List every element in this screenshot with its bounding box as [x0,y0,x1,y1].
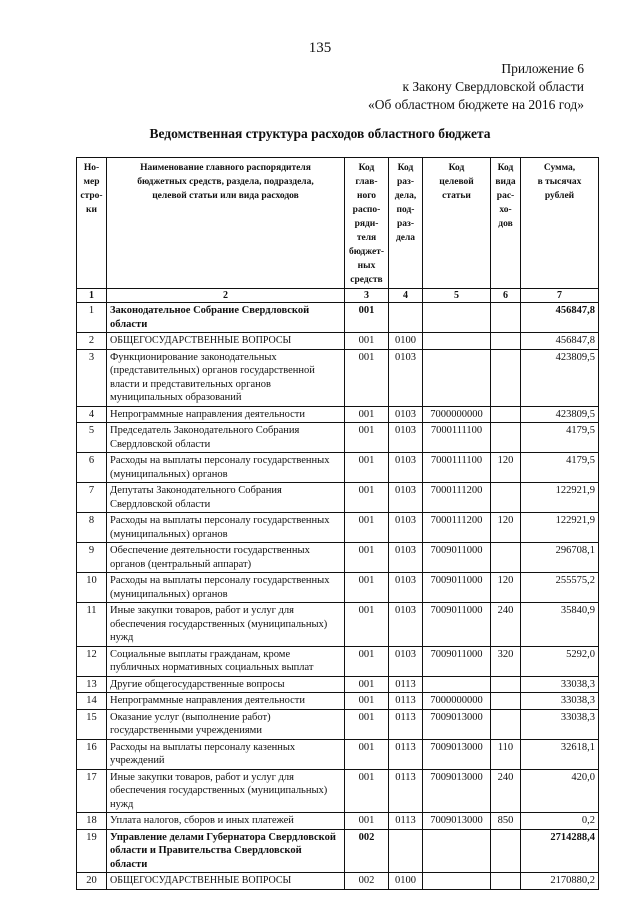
row-target-code [423,303,491,333]
table-header-row [77,158,599,289]
appendix-header [368,60,584,114]
row-name: Законодательное Собрание Свердловской области [107,303,345,333]
table-row [77,739,599,769]
table-row [77,709,599,739]
row-name: Иные закупки товаров, работ и услуг для обеспечения государственных (муниципальных) нужд [107,769,345,813]
row-sum: 420,0 [521,769,599,813]
header-section-code: Код раз- дела, под- раз- дела [389,158,423,289]
row-section-code: 0100 [389,873,423,890]
row-expense-type-code: 120 [491,453,521,483]
row-target-code [423,333,491,350]
row-expense-type-code [491,406,521,423]
row-number: 15 [77,709,107,739]
row-admin-code: 001 [345,709,389,739]
row-target-code: 7009011000 [423,646,491,676]
row-admin-code: 001 [345,693,389,710]
row-name: Расходы на выплаты персоналу казенных учреждений [107,739,345,769]
table-row [77,483,599,513]
row-target-code: 7009013000 [423,769,491,813]
row-section-code [389,303,423,333]
row-section-code: 0103 [389,483,423,513]
row-section-code: 0103 [389,603,423,647]
row-name: Расходы на выплаты персоналу государственных (муниципальных) органов [107,573,345,603]
row-name: Иные закупки товаров, работ и услуг для обеспечения государственных (муниципальных) нужд [107,603,345,647]
row-sum: 456847,8 [521,333,599,350]
table-row [77,453,599,483]
row-section-code: 0103 [389,543,423,573]
header-expense-type-code: Код вида рас- хо- дов [491,158,521,289]
table-row [77,573,599,603]
row-target-code: 7000111200 [423,513,491,543]
row-admin-code: 001 [345,333,389,350]
table-body [77,303,599,890]
column-number: 6 [491,289,521,303]
row-name: ОБЩЕГОСУДАРСТВЕННЫЕ ВОПРОСЫ [107,873,345,890]
row-admin-code: 001 [345,543,389,573]
column-number: 5 [423,289,491,303]
row-section-code: 0103 [389,423,423,453]
row-number: 2 [77,333,107,350]
header-admin-code: Код глав- ного распо- ряди- теля бюджет- ных средств [345,158,389,289]
row-target-code: 7000000000 [423,693,491,710]
table-row [77,513,599,543]
row-target-code: 7009013000 [423,709,491,739]
row-target-code: 7009013000 [423,813,491,830]
row-target-code: 7000000000 [423,406,491,423]
row-sum: 2170880,2 [521,873,599,890]
table-row [77,349,599,406]
row-number: 10 [77,573,107,603]
row-number: 4 [77,406,107,423]
appendix-line: «Об областном бюджете на 2016 год» [368,97,584,112]
row-target-code [423,829,491,873]
table-row [77,543,599,573]
row-section-code: 0113 [389,739,423,769]
row-name: Непрограммные направления деятельности [107,406,345,423]
table-row [77,423,599,453]
row-name: Оказание услуг (выполнение работ) государственными учреждениями [107,709,345,739]
table-row [77,603,599,647]
row-target-code: 7009011000 [423,603,491,647]
header-name: Наименование главного распорядителя бюджетных средств, раздела, подраздела, целевой статьи или вида расходов [107,158,345,289]
row-section-code: 0113 [389,709,423,739]
row-number: 17 [77,769,107,813]
row-admin-code: 001 [345,513,389,543]
row-admin-code: 001 [345,303,389,333]
table-row [77,406,599,423]
row-expense-type-code: 120 [491,513,521,543]
document-title: Ведомственная структура расходов областного бюджета [149,126,491,141]
row-name: Функционирование законодательных (представительных) органов государственной власти и представительных органов муниципальных образований [107,349,345,406]
row-section-code: 0113 [389,769,423,813]
row-sum: 4179,5 [521,423,599,453]
row-target-code: 7000111100 [423,453,491,483]
header-sum: Сумма, в тысячах рублей [521,158,599,289]
row-expense-type-code [491,543,521,573]
row-number: 11 [77,603,107,647]
row-sum: 456847,8 [521,303,599,333]
row-admin-code: 001 [345,813,389,830]
row-target-code [423,873,491,890]
row-section-code [389,829,423,873]
column-number-row [77,289,599,303]
row-admin-code: 001 [345,453,389,483]
row-section-code: 0103 [389,406,423,423]
table-row [77,303,599,333]
row-name: Расходы на выплаты персоналу государственных (муниципальных) органов [107,513,345,543]
row-number: 12 [77,646,107,676]
row-sum: 33038,3 [521,693,599,710]
table-row [77,829,599,873]
row-number: 3 [77,349,107,406]
header-target-code: Код целевой статьи [423,158,491,289]
row-admin-code: 001 [345,603,389,647]
column-number: 3 [345,289,389,303]
row-admin-code: 001 [345,646,389,676]
row-expense-type-code: 120 [491,573,521,603]
row-sum: 255575,2 [521,573,599,603]
row-number: 14 [77,693,107,710]
row-section-code: 0113 [389,813,423,830]
row-number: 16 [77,739,107,769]
row-sum: 122921,9 [521,483,599,513]
row-sum: 122921,9 [521,513,599,543]
column-number: 7 [521,289,599,303]
row-section-code: 0103 [389,573,423,603]
row-sum: 5292,0 [521,646,599,676]
row-expense-type-code: 110 [491,739,521,769]
row-name: Непрограммные направления деятельности [107,693,345,710]
row-expense-type-code [491,873,521,890]
table-row [77,646,599,676]
row-number: 8 [77,513,107,543]
row-section-code: 0113 [389,693,423,710]
row-expense-type-code [491,709,521,739]
row-admin-code: 001 [345,423,389,453]
row-section-code: 0113 [389,676,423,693]
row-expense-type-code [491,333,521,350]
row-admin-code: 001 [345,483,389,513]
budget-table [76,157,599,890]
appendix-line: к Закону Свердловской области [402,79,584,94]
table-row [77,693,599,710]
row-number: 5 [77,423,107,453]
row-target-code: 7000111200 [423,483,491,513]
row-number: 6 [77,453,107,483]
row-expense-type-code: 240 [491,769,521,813]
appendix-line: Приложение 6 [501,61,584,76]
row-name: Председатель Законодательного Собрания Свердловской области [107,423,345,453]
row-expense-type-code [491,676,521,693]
column-number: 4 [389,289,423,303]
table-row [77,676,599,693]
table-row [77,333,599,350]
row-expense-type-code [491,693,521,710]
row-name: Социальные выплаты гражданам, кроме публичных нормативных социальных выплат [107,646,345,676]
row-sum: 33038,3 [521,676,599,693]
page-number: 135 [308,40,332,56]
row-target-code: 7000111100 [423,423,491,453]
row-admin-code: 002 [345,873,389,890]
row-number: 13 [77,676,107,693]
row-name: Обеспечение деятельности государственных органов (центральный аппарат) [107,543,345,573]
column-number: 2 [107,289,345,303]
row-section-code: 0103 [389,453,423,483]
row-target-code: 7009011000 [423,573,491,603]
row-name: Другие общегосударственные вопросы [107,676,345,693]
row-sum: 423809,5 [521,406,599,423]
column-number: 1 [77,289,107,303]
row-section-code: 0100 [389,333,423,350]
row-section-code: 0103 [389,349,423,406]
row-admin-code: 001 [345,769,389,813]
row-expense-type-code [491,349,521,406]
row-expense-type-code [491,423,521,453]
row-admin-code: 001 [345,739,389,769]
row-name: Депутаты Законодательного Собрания Свердловской области [107,483,345,513]
row-sum: 33038,3 [521,709,599,739]
row-expense-type-code: 240 [491,603,521,647]
row-section-code: 0103 [389,646,423,676]
row-target-code [423,349,491,406]
row-name: Уплата налогов, сборов и иных платежей [107,813,345,830]
row-target-code [423,676,491,693]
row-admin-code: 001 [345,406,389,423]
row-expense-type-code [491,303,521,333]
row-sum: 4179,5 [521,453,599,483]
row-expense-type-code [491,483,521,513]
row-name: Расходы на выплаты персоналу государственных (муниципальных) органов [107,453,345,483]
row-target-code: 7009013000 [423,739,491,769]
row-admin-code: 002 [345,829,389,873]
table-row [77,813,599,830]
row-target-code: 7009011000 [423,543,491,573]
row-sum: 32618,1 [521,739,599,769]
row-admin-code: 001 [345,676,389,693]
row-number: 9 [77,543,107,573]
row-number: 18 [77,813,107,830]
row-sum: 35840,9 [521,603,599,647]
row-section-code: 0103 [389,513,423,543]
row-number: 20 [77,873,107,890]
row-name: ОБЩЕГОСУДАРСТВЕННЫЕ ВОПРОСЫ [107,333,345,350]
row-sum: 2714288,4 [521,829,599,873]
table-row [77,873,599,890]
row-admin-code: 001 [345,349,389,406]
row-expense-type-code [491,829,521,873]
row-number: 1 [77,303,107,333]
row-sum: 423809,5 [521,349,599,406]
table-row [77,769,599,813]
row-expense-type-code: 850 [491,813,521,830]
row-sum: 0,2 [521,813,599,830]
row-number: 7 [77,483,107,513]
row-admin-code: 001 [345,573,389,603]
row-sum: 296708,1 [521,543,599,573]
row-name: Управление делами Губернатора Свердловской области и Правительства Свердловской области [107,829,345,873]
header-row-number: Но- мер стро- ки [77,158,107,289]
row-expense-type-code: 320 [491,646,521,676]
row-number: 19 [77,829,107,873]
